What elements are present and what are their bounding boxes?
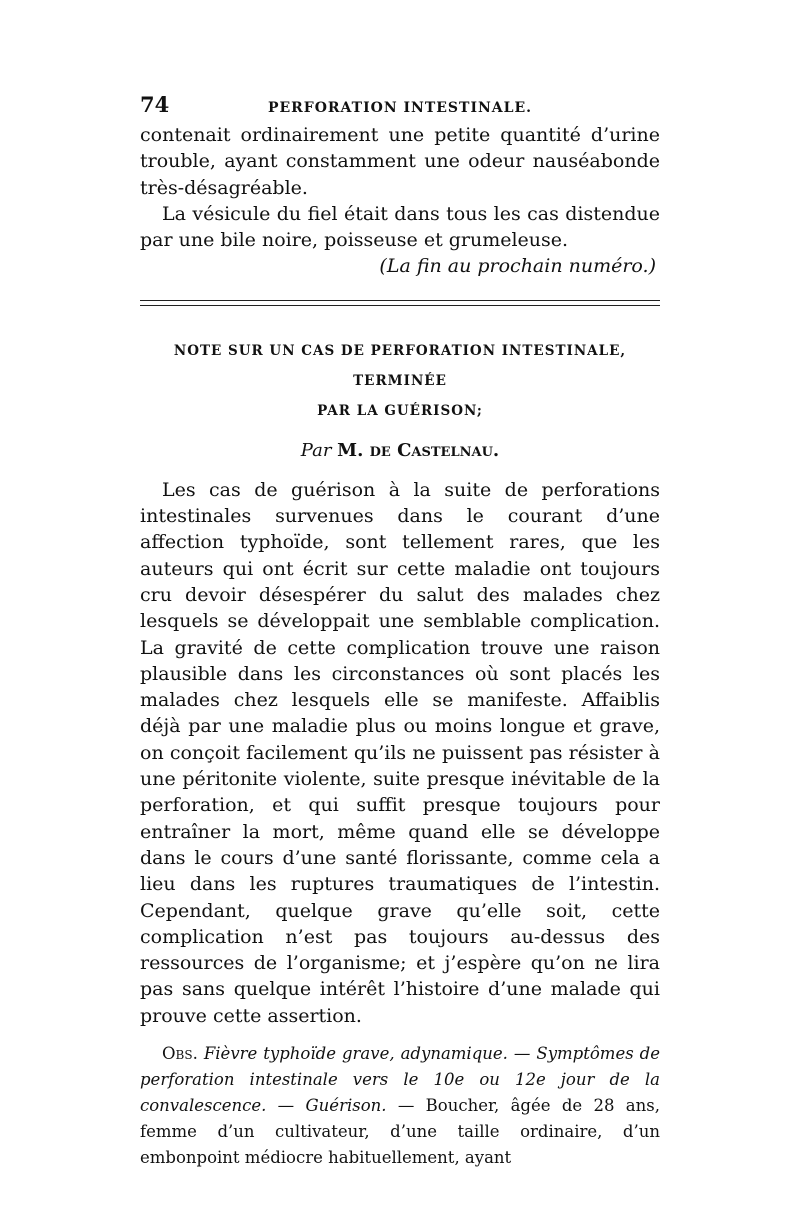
obs-heading: Fièvre typhoïde grave, adynamique. — Symptômes de perforation intestinale vers le 10e ou 12e jour de la convalescence. — Guérison. — [140, 1044, 661, 1116]
page — [140, 92, 660, 1171]
byline — [140, 440, 660, 461]
byline-par: Par — [300, 439, 332, 461]
obs-lead: Obs. — [162, 1044, 198, 1064]
obs-text: — Boucher, âgée de 28 ans, femme d’un cultivateur, d’une taille ordinaire, d’un embonpoint médiocre habituellement, ayant — [140, 1096, 660, 1168]
byline-author: M. de Castelnau. — [337, 439, 500, 461]
divider-rule-bottom — [140, 305, 660, 306]
article-title-line-2: PAR LA GUÉRISON; — [317, 402, 483, 419]
continued-notice: (La fin au prochain numéro.) — [379, 255, 656, 278]
observation-paragraph — [140, 1041, 660, 1171]
article-title-line-1: NOTE SUR UN CAS DE PERFORATION INTESTINALE, TERMINÉE — [173, 342, 627, 389]
previous-paragraph-2: La vésicule du fiel était dans tous les cas distendue par une bile noire, poisseuse et grumeleuse. — [140, 202, 660, 252]
section-divider — [140, 300, 660, 306]
divider-rule-top — [140, 300, 660, 301]
page-header — [140, 92, 660, 122]
page-number: 74 — [140, 92, 170, 117]
article-body: Les cas de guérison à la suite de perforations intestinales survenues dans le courant d’une affection typhoïde, sont tellement rares, que les auteurs qui ont écrit sur cette maladie ont toujours cru devoir désespérer du salut des malades chez lesquels se développait une semblable complication. La gravité de cette complication trouve une raison plausible dans les circonstances où sont placés les malades chez lesquels elle se manifeste. Affaiblis déjà par une maladie plus ou moins longue et grave, on conçoit facilement qu’ils ne puissent pas résister à une péritonite violente, suite presque inévitable de la perforation, et qui suffit presque toujours pour entraîner la mort, même quand elle se développe dans le cours d’une santé florissante, comme cela a lieu dans les ruptures traumatiques de l’intestin. Cependant, quelque grave qu’elle soit, cette complication n’est pas toujours au-dessus des ressources de l’organisme; et j’espère qu’on ne lira pas sans quelque intérêt l’histoire d’une malade qui prouve cette assertion. — [140, 478, 660, 1027]
running-title: PERFORATION INTESTINALE. — [267, 100, 533, 116]
article-title — [140, 336, 660, 426]
previous-paragraph-1: contenait ordinairement une petite quantité d’urine trouble, ayant constamment une odeur nauséabonde très-désagréable. — [140, 124, 660, 199]
